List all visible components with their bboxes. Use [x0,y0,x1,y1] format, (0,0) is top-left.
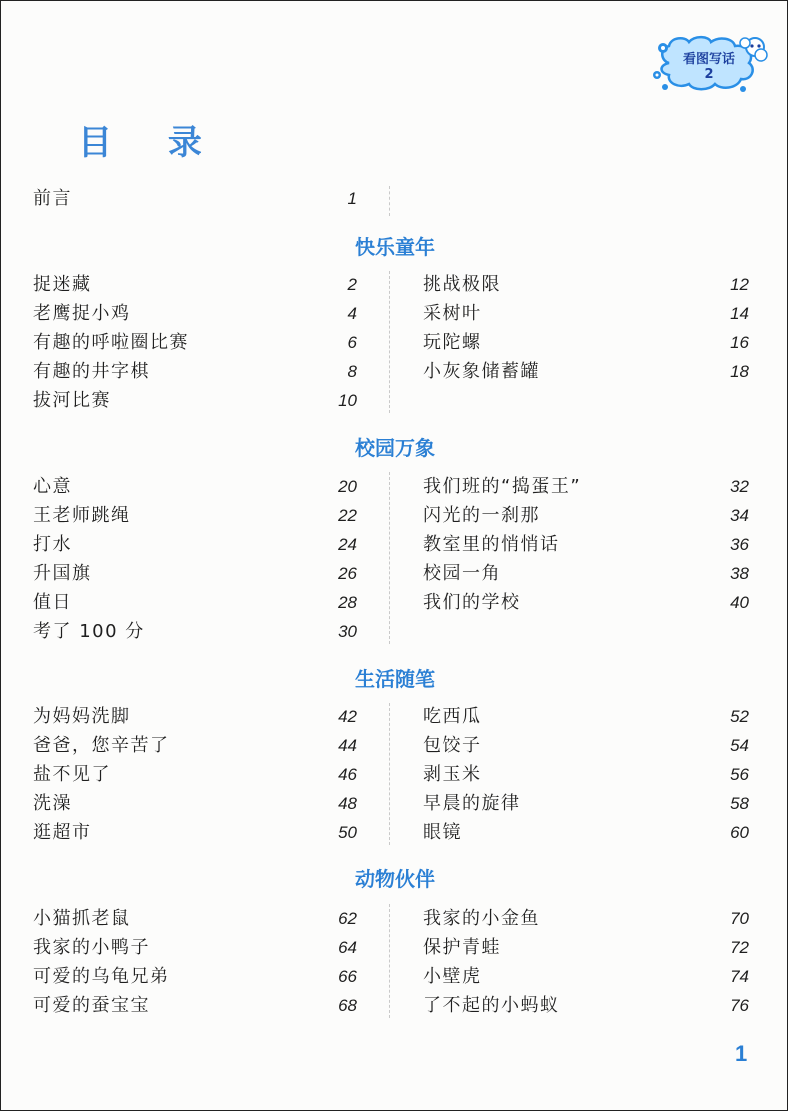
toc-entry[interactable] [423,474,749,500]
section-title: 校园万象 [355,436,435,460]
toc-entry[interactable] [423,820,749,846]
entry-page: 54 [730,736,749,755]
entry-label: 早晨的旋律 [423,793,521,814]
entry-page: 14 [730,304,749,323]
toc-entry[interactable] [33,532,357,558]
entry-page: 48 [338,794,357,813]
entry-label: 爸爸，您辛苦了 [33,735,170,756]
entry-page: 50 [338,823,357,842]
entry-page: 2 [347,275,357,294]
toc-entry[interactable] [33,590,357,616]
toc-entry[interactable] [423,993,749,1019]
entry-page: 12 [730,275,749,294]
entry-page: 24 [338,535,357,554]
entry-page: 22 [338,506,357,525]
toc-entry[interactable] [33,791,357,817]
toc-entry[interactable] [33,906,357,932]
toc-entry[interactable] [33,733,357,759]
entry-label: 值日 [33,592,72,613]
entry-label: 我们的学校 [423,592,521,613]
toc-entry[interactable] [423,762,749,788]
entry-page: 8 [347,362,357,381]
entry-page: 40 [730,593,749,612]
toc-entry[interactable] [423,301,749,327]
entry-page: 28 [338,593,357,612]
section-title: 动物伙伴 [355,867,435,891]
entry-page: 74 [730,967,749,986]
entry-label: 盐不见了 [33,764,111,785]
toc-entry[interactable] [33,619,357,645]
toc-entry[interactable] [423,704,749,730]
column-divider [389,186,390,216]
entry-label: 老鹰捉小鸡 [33,303,131,324]
entry-label: 剥玉米 [423,764,482,785]
entry-label: 逛超市 [33,822,92,843]
column-divider [389,271,390,413]
toc-entry[interactable] [423,590,749,616]
toc-entry[interactable] [33,820,357,846]
entry-label: 可爱的乌龟兄弟 [33,966,170,987]
toc-entry[interactable] [33,704,357,730]
entry-page: 76 [730,996,749,1015]
entry-page: 6 [347,333,357,352]
entry-label: 拔河比赛 [33,390,111,411]
toc-entry[interactable] [423,561,749,587]
entry-page: 34 [730,506,749,525]
entry-label: 吃西瓜 [423,706,482,727]
toc-entry[interactable] [423,733,749,759]
entry-label: 升国旗 [33,563,92,584]
page-number: 1 [735,1041,748,1066]
toc-entry[interactable] [423,906,749,932]
entry-label: 我家的小金鱼 [423,908,540,929]
entry-label: 小猫抓老鼠 [33,908,131,929]
entry-page: 10 [338,391,357,410]
toc-entry[interactable] [33,964,357,990]
entry-page: 64 [338,938,357,957]
entry-page: 16 [730,333,749,352]
entry-label: 前言 [33,188,72,209]
entry-label: 挑战极限 [423,274,501,295]
entry-page: 56 [730,765,749,784]
entry-page: 18 [730,362,749,381]
column-divider [389,472,390,644]
section-title: 生活随笔 [355,667,435,691]
badge-number: 2 [704,67,714,82]
entry-label: 捉迷藏 [33,274,92,295]
toc-entry[interactable] [33,388,357,414]
toc-entry[interactable] [33,993,357,1019]
toc-entry[interactable] [423,359,749,385]
entry-page: 44 [338,736,357,755]
entry-page: 72 [730,938,749,957]
entry-page: 4 [347,304,357,323]
entry-label: 可爱的蚕宝宝 [33,995,150,1016]
entry-page: 36 [730,535,749,554]
entry-label: 有趣的井字棋 [33,361,150,382]
toc-entry[interactable] [423,791,749,817]
entry-label: 教室里的悄悄话 [423,534,560,555]
toc-entry[interactable] [33,474,357,500]
entry-label: 我家的小鸭子 [33,937,150,958]
toc-entry[interactable] [33,272,357,298]
section-title: 快乐童年 [355,235,435,259]
entry-label: 小灰象储蓄罐 [423,361,540,382]
entry-label: 保护青蛙 [423,937,501,958]
entry-label: 我们班的“捣蛋王” [423,476,582,497]
toc-entry[interactable] [33,935,357,961]
toc-entry-preface[interactable] [33,186,357,212]
toc-entry[interactable] [423,964,749,990]
toc-entry[interactable] [423,935,749,961]
toc-title: 目 录 [78,123,224,163]
entry-label: 有趣的呼啦圈比赛 [33,332,189,353]
toc-entry[interactable] [423,272,749,298]
entry-label: 玩陀螺 [423,332,482,353]
entry-page: 58 [730,794,749,813]
badge-title: 看图写话 [682,52,735,67]
entry-label: 闪光的一刹那 [423,505,540,526]
entry-page: 60 [730,823,749,842]
toc-entry[interactable] [423,330,749,356]
entry-label: 眼镜 [423,822,462,843]
entry-label: 为妈妈洗脚 [33,706,131,727]
entry-page: 62 [338,909,357,928]
entry-page: 70 [730,909,749,928]
entry-label: 包饺子 [423,735,482,756]
entry-label: 心意 [33,476,72,497]
entry-page: 32 [730,477,749,496]
entry-page: 68 [338,996,357,1015]
toc-entry[interactable] [33,561,357,587]
toc-entry[interactable] [423,532,749,558]
entry-page: 26 [338,564,357,583]
entry-label: 考了 100 分 [33,621,145,642]
entry-label: 洗澡 [33,793,72,814]
entry-page: 42 [338,707,357,726]
entry-label: 校园一角 [423,563,501,584]
entry-label: 采树叶 [423,303,482,324]
entry-page: 30 [338,622,357,641]
book-badge [651,33,773,95]
entry-page: 1 [347,189,357,208]
entry-label: 王老师跳绳 [33,505,131,526]
toc-entry[interactable] [33,503,357,529]
entry-label: 了不起的小蚂蚁 [423,995,560,1016]
toc-entry[interactable] [33,301,357,327]
toc-entry[interactable] [33,762,357,788]
entry-page: 66 [338,967,357,986]
entry-page: 46 [338,765,357,784]
entry-label: 打水 [33,534,72,555]
entry-page: 38 [730,564,749,583]
entry-page: 52 [730,707,749,726]
entry-label: 小壁虎 [423,966,482,987]
entry-page: 20 [338,477,357,496]
column-divider [389,703,390,845]
toc-entry[interactable] [423,503,749,529]
column-divider [389,904,390,1018]
toc-entry[interactable] [33,330,357,356]
toc-entry[interactable] [33,359,357,385]
